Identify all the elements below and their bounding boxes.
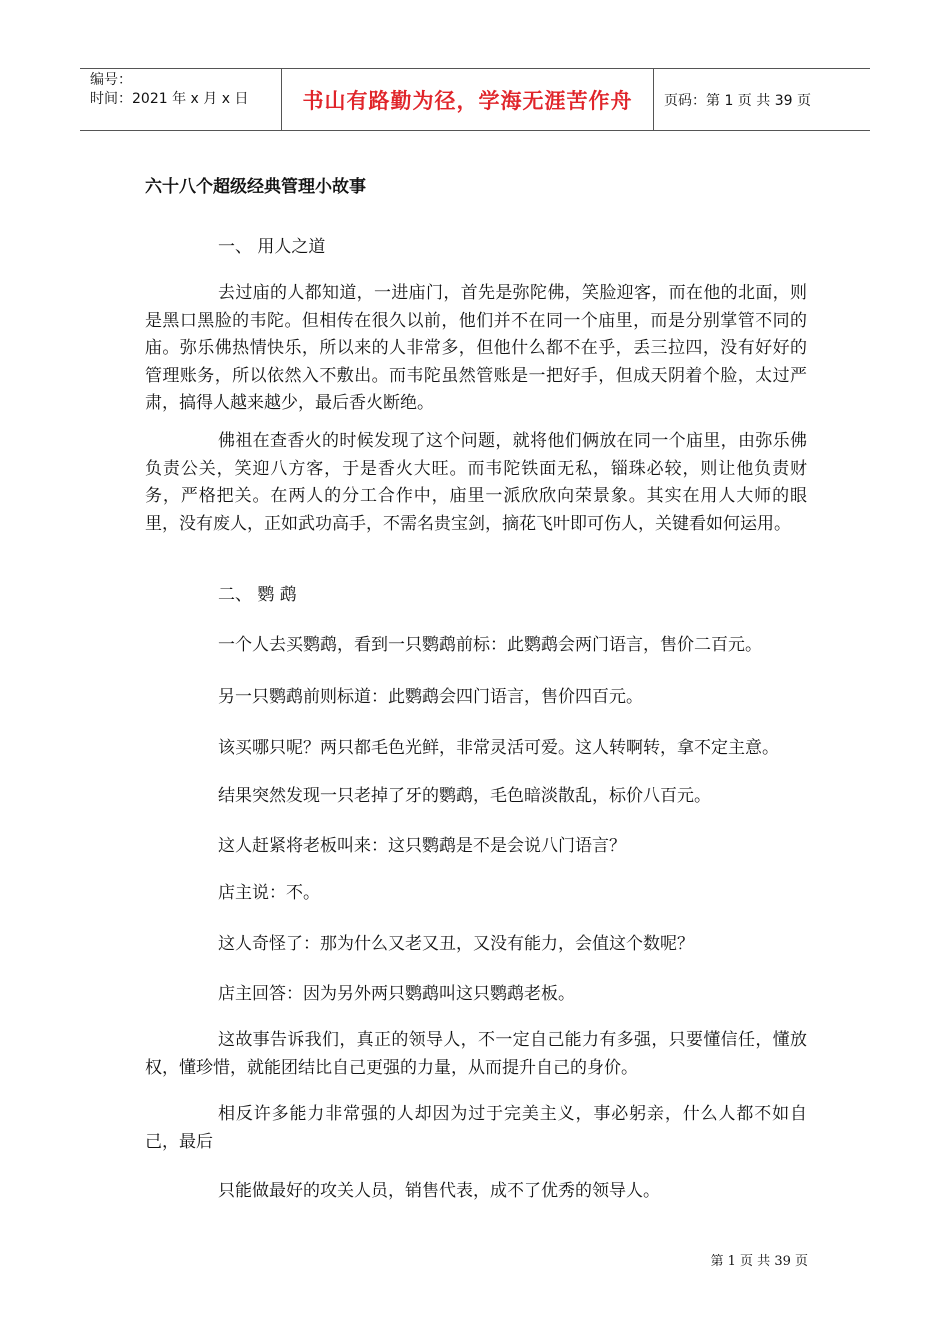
header-page-label: 页码：第 1 页 共 39 页 bbox=[664, 92, 811, 109]
document-title-block bbox=[145, 172, 807, 197]
story-line: 这人奇怪了：那为什么又老又丑，又没有能力，会值这个数呢？ bbox=[218, 934, 694, 954]
story-line: 另一只鹦鹉前则标道：此鹦鹉会四门语言，售价四百元。 bbox=[218, 687, 643, 707]
section-heading-1: 一、 用人之道 bbox=[218, 237, 326, 257]
section2-paragraph-2: 相反许多能力非常强的人却因为过于完美主义，事必躬亲，什么人都不如自己，最后 bbox=[145, 1104, 807, 1152]
document-title: 六十八个超级经典管理小故事 bbox=[145, 177, 366, 197]
story-line: 这人赶紧将老板叫来：这只鹦鹉是不是会说八门语言？ bbox=[218, 836, 626, 856]
page-header bbox=[80, 68, 870, 131]
story-line: 店主回答：因为另外两只鹦鹉叫这只鹦鹉老板。 bbox=[218, 984, 575, 1004]
section-heading-2: 二、 鹦 鹉 bbox=[218, 585, 297, 605]
section2-paragraph-1: 这故事告诉我们，真正的领导人，不一定自己能力有多强，只要懂信任，懂放权，懂珍惜，就能团结比自己更强的力量，从而提升自己的身价。 bbox=[145, 1030, 807, 1078]
header-motto-cell bbox=[282, 69, 654, 130]
section2-last-line: 只能做最好的攻关人员，销售代表，成不了优秀的领导人。 bbox=[218, 1181, 660, 1201]
header-page-cell bbox=[654, 69, 870, 130]
page-footer: 第 1 页 共 39 页 bbox=[710, 1254, 808, 1269]
header-meta bbox=[80, 69, 282, 130]
section1-paragraph-1: 去过庙的人都知道，一进庙门，首先是弥陀佛，笑脸迎客，而在他的北面，则是黑口黑脸的韦陀。但相传在很久以前，他们并不在同一个庙里，而是分别掌管不同的庙。弥乐佛热情快乐，所以来的人非常多，但他什么都不在乎，丢三拉四，没有好好的管理账务，所以依然入不敷出。而韦陀虽然管账是一把好手，但成天阴着个脸，太过严肃，搞得人越来越少，最后香火断绝。 bbox=[145, 283, 807, 414]
motto: 书山有路勤为径，学海无涯苦作舟 bbox=[302, 88, 633, 113]
story-line: 结果突然发现一只老掉了牙的鹦鹉，毛色暗淡散乱，标价八百元。 bbox=[218, 786, 711, 806]
story-line: 店主说：不。 bbox=[218, 883, 320, 903]
section1-paragraph-2: 佛祖在查香火的时候发现了这个问题，就将他们俩放在同一个庙里，由弥乐佛负责公关，笑迎八方客，于是香火大旺。而韦陀铁面无私，锱珠必较，则让他负责财务，严格把关。在两人的分工合作中，庙里一派欣欣向荣景象。其实在用人大师的眼里，没有废人，正如武功高手，不需名贵宝剑，摘花飞叶即可伤人，关键看如何运用。 bbox=[145, 431, 807, 534]
story-line: 一个人去买鹦鹉，看到一只鹦鹉前标：此鹦鹉会两门语言，售价二百元。 bbox=[218, 635, 762, 655]
number-label: 编号： bbox=[90, 72, 132, 88]
time-label: 时间：2021 年 x 月 x 日 bbox=[90, 91, 249, 107]
story-line: 该买哪只呢？两只都毛色光鲜，非常灵活可爱。这人转啊转，拿不定主意。 bbox=[218, 738, 779, 758]
